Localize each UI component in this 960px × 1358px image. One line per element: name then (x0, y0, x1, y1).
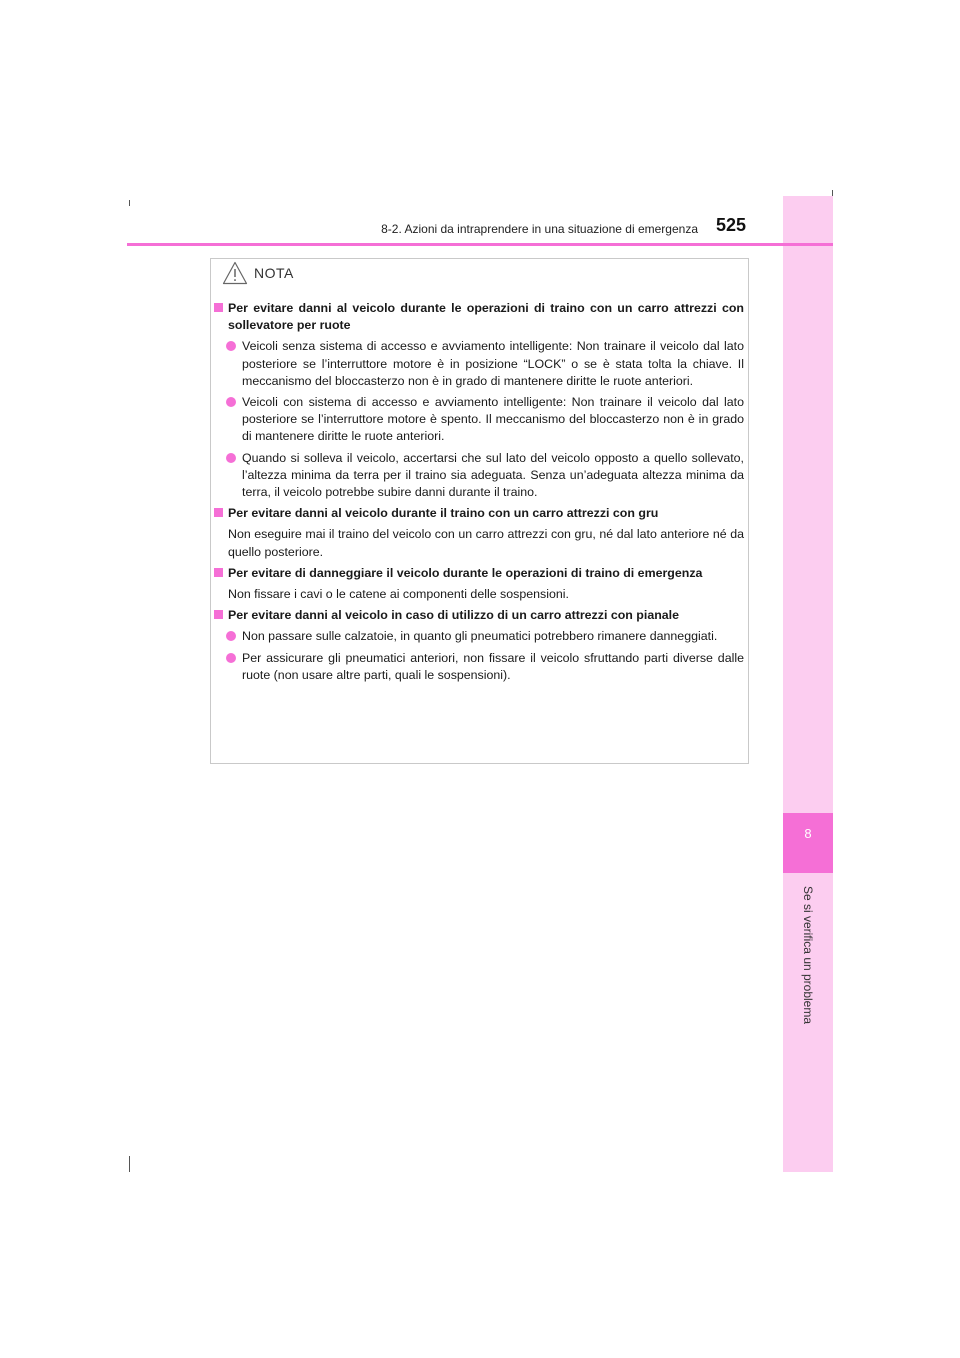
chapter-active-marker (783, 813, 833, 873)
note-title: NOTA (254, 265, 294, 281)
square-bullet-icon (214, 568, 223, 577)
chapter-number: 8 (804, 826, 812, 841)
square-bullet-icon (214, 303, 223, 312)
square-bullet-icon (214, 610, 223, 619)
circle-bullet-icon (226, 453, 236, 463)
crop-mark (129, 1156, 130, 1172)
warning-triangle-icon (222, 261, 248, 285)
chapter-side-tab (783, 196, 833, 1172)
page-number: 525 (716, 215, 747, 235)
note-content (214, 300, 744, 688)
note-heading: Per evitare danni al veicolo durante le operazioni di traino con un carro attrezzi con sollevatore per ruote (214, 300, 744, 334)
header-rule (127, 243, 833, 246)
crop-mark (129, 200, 130, 206)
note-heading: Per evitare danni al veicolo durante il traino con un carro attrezzi con gru (214, 505, 744, 522)
note-bullet: Veicoli senza sistema di accesso e avviamento intelligente: Non trainare il veicolo dal lato posteriore se l’interruttore motore è in posizione “LOCK” o se è stata tolta la chiave. Il meccanismo del bloccasterzo non è in grado di mantenere diritte le ruote anteriori. (226, 338, 744, 390)
section-title: 8-2. Azioni da intraprendere in una situazione di emergenza (381, 222, 698, 236)
circle-bullet-icon (226, 341, 236, 351)
circle-bullet-icon (226, 653, 236, 663)
note-bullet: Quando si solleva il veicolo, accertarsi che sul lato del veicolo opposto a quello sollevato, l’altezza minima da terra per il traino sia adeguata. Senza un’adeguata altezza minima da terra, il veicolo potrebbe subire danni durante il traino. (226, 450, 744, 502)
note-bullet: Non passare sulle calzatoie, in quanto gli pneumatici potrebbero rimanere danneggiati. (226, 628, 744, 645)
note-bullet: Per assicurare gli pneumatici anteriori, non fissare il veicolo sfruttando parti diverse dalle ruote (non usare altre parti, quali le sospensioni). (226, 650, 744, 684)
circle-bullet-icon (226, 397, 236, 407)
circle-bullet-icon (226, 631, 236, 641)
note-header (222, 259, 294, 287)
square-bullet-icon (214, 508, 223, 517)
note-heading: Per evitare danni al veicolo in caso di utilizzo di un carro attrezzi con pianale (214, 607, 744, 624)
note-paragraph: Non fissare i cavi o le catene ai componenti delle sospensioni. (228, 587, 569, 602)
note-bullet: Veicoli con sistema di accesso e avviamento intelligente: Non trainare il veicolo dal lato posteriore se l’interruttore motore è spento. Il meccanismo del bloccasterzo non è in grado di mantenere diritte le ruote anteriori. (226, 394, 744, 446)
note-heading: Per evitare di danneggiare il veicolo durante le operazioni di traino di emergenza (214, 565, 744, 582)
chapter-label: Se si verifica un problema (801, 885, 815, 1025)
note-paragraph: Non eseguire mai il traino del veicolo con un carro attrezzi con gru, né dal lato anteriore né da quello posteriore. (228, 527, 744, 559)
